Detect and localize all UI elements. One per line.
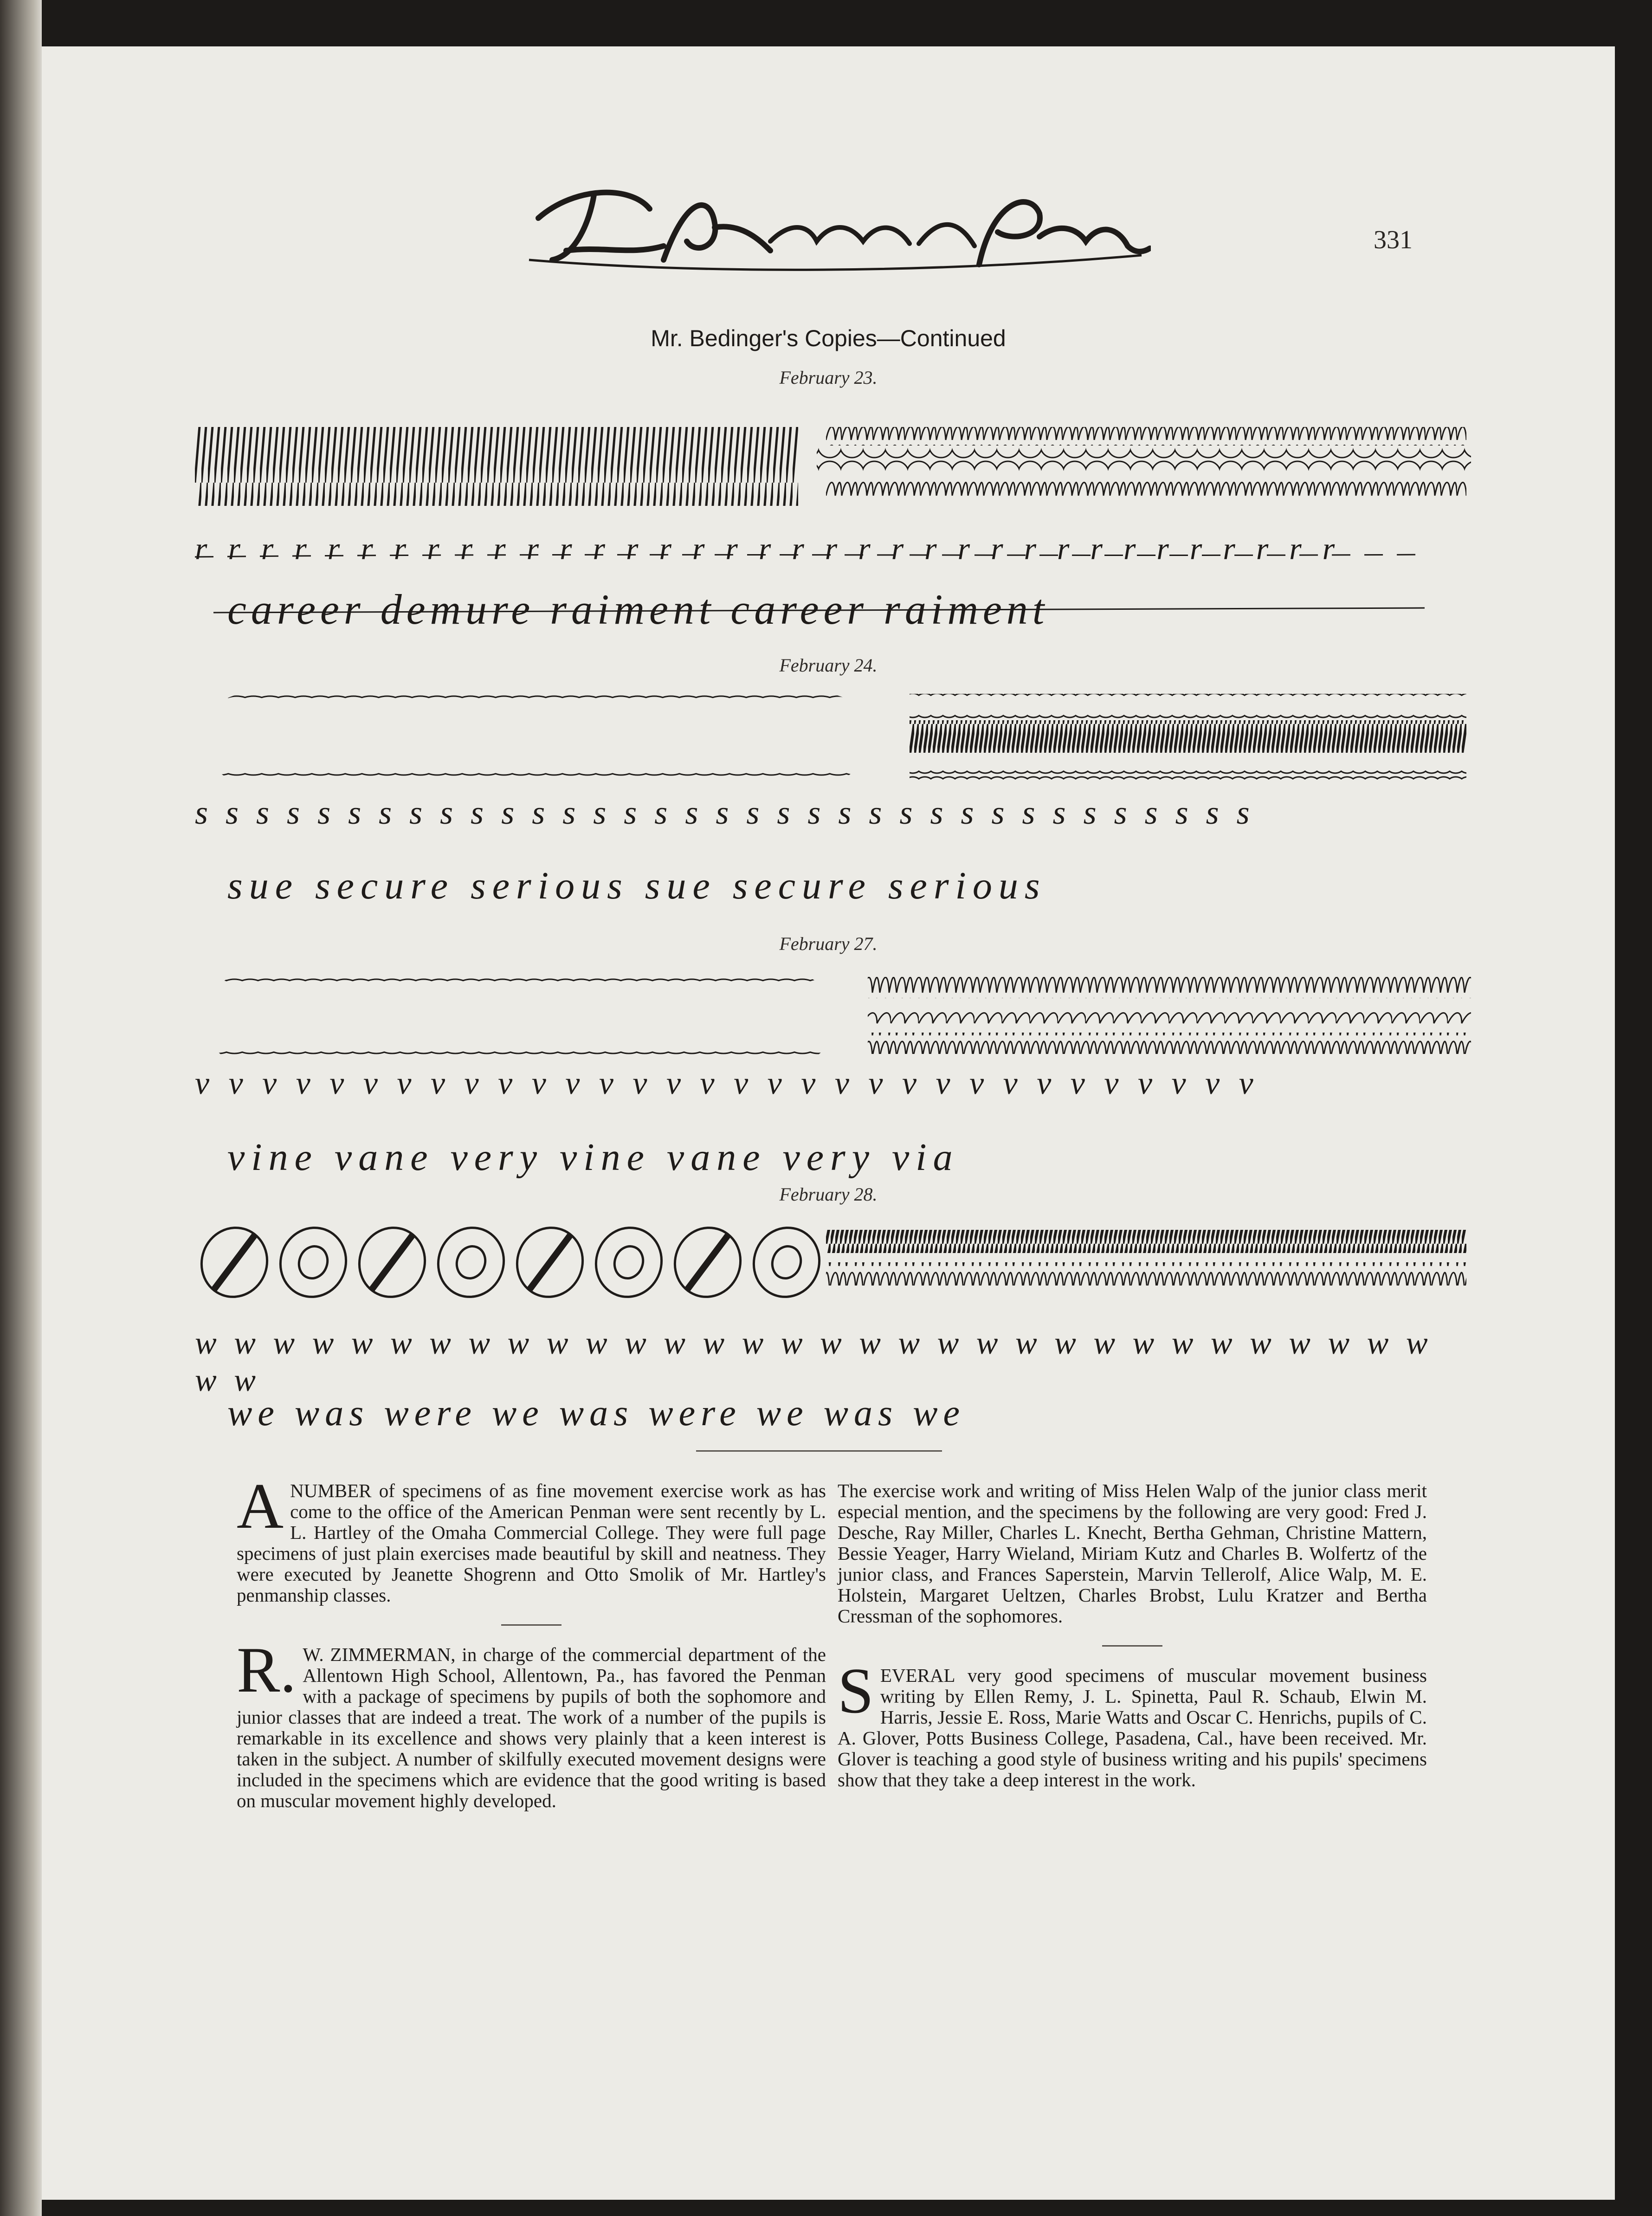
copy-line: vine vane very vine vane very via	[227, 1136, 959, 1179]
lesson-date: February 23.	[779, 367, 878, 388]
article-paragraph	[237, 1470, 826, 1606]
article-column-left	[237, 1470, 826, 1830]
scan-border	[1615, 0, 1652, 2216]
copy-line: we was were we was were we was we	[227, 1393, 966, 1434]
penmanship-plate-feb24	[195, 691, 1471, 784]
copy-line: w w w w w w w w w w w w w w w w w w w w w w w w w w w w w w w w w w	[195, 1325, 1433, 1398]
page	[42, 46, 1615, 2200]
article-paragraph	[838, 1480, 1427, 1627]
article-text: The exercise work and writing of Miss Helen Walp of the junior class merit especial mention, and the specimens by the following are very good: Fred J. Desche, Ray Miller, Charles L. Knecht, Bertha Gehman, Christine Mattern, Bessie Yeager, Harry Wieland, Miriam Kutz and Charles B. Wolfertz of the junior class, and Frances Saperstein, Marvin Tellerolf, Alice Walp, M. E. Holstein, Margaret Ueltzen, Charles Brobst, Lulu Kratzer and Bertha Cressman of the sophomores.	[838, 1480, 1427, 1627]
article-text: W. ZIMMERMAN, in charge of the commercial department of the Allentown High School, Allentown, Pa., has favored the Penman with a package of specimens by pupils of both the sophomore and junior classes that are indeed a treat. The work of a number of the pupils is remarkable in its excellence and shows very plainly that a keen interest is taken in the subject. A number of skilfully executed movement designs were included in the specimens which are evidence that the good writing is based on muscular movement highly developed.	[237, 1644, 826, 1811]
copy-line: sue secure serious sue secure serious	[227, 864, 1046, 907]
article-paragraph	[237, 1634, 826, 1811]
drop-cap: S	[838, 1655, 874, 1727]
page-number: 331	[1374, 226, 1413, 254]
copy-line: career demure raiment career raiment	[227, 586, 1049, 633]
article-text: NUMBER of specimens of as fine movement exercise work as has come to the office of the American Penman were sent recently by L. L. Hartley of the Omaha Commercial College. They were full page specimens of just plain exercises made beautiful by skill and neatness. They were executed by Jeanette Shogrenn and Otto Smolik of Mr. Hartley's penmanship classes.	[237, 1480, 826, 1606]
copy-line: s s s s s s s s s s s s s s s s s s s s s s s s s s s s s s s s s s s	[195, 794, 1254, 831]
lesson-date: February 27.	[779, 933, 878, 954]
article-divider	[1102, 1645, 1162, 1647]
article-divider	[501, 1624, 561, 1626]
drop-cap: A	[237, 1470, 284, 1542]
copy-line: r r r r r r r r r r r r r r r r r r r r r r r r r r r r r r r r r r r	[195, 531, 1342, 566]
page-subtitle: Mr. Bedinger's Copies—Continued	[651, 325, 1006, 351]
article-text: EVERAL very good specimens of muscular movement business writing by Ellen Remy, J. L. Spinetta, Paul R. Schaub, Elwin M. Harris, Jessie E. Ross, Marie Watts and Oscar C. Henrichs, pupils of C. A. Glover, Potts Business College, Pasadena, Cal., have been received. Mr. Glover is teaching a good style of business writing and his pupils' specimens show that they take a deep interest in the work.	[838, 1665, 1427, 1790]
masthead-logo	[510, 167, 1151, 288]
copy-line: v v v v v v v v v v v v v v v v v v v v v v v v v v v v v v v v	[195, 1066, 1259, 1101]
drop-cap: R.	[237, 1634, 297, 1706]
lesson-date: February 24.	[779, 655, 878, 676]
article-paragraph	[838, 1655, 1427, 1790]
article-column-right	[838, 1480, 1427, 1809]
penmanship-plate-feb28	[195, 1221, 1471, 1304]
penmanship-plate-feb27	[195, 972, 1471, 1065]
lesson-date: February 28.	[779, 1184, 878, 1205]
book-gutter	[0, 0, 42, 2216]
section-divider	[696, 1450, 942, 1452]
